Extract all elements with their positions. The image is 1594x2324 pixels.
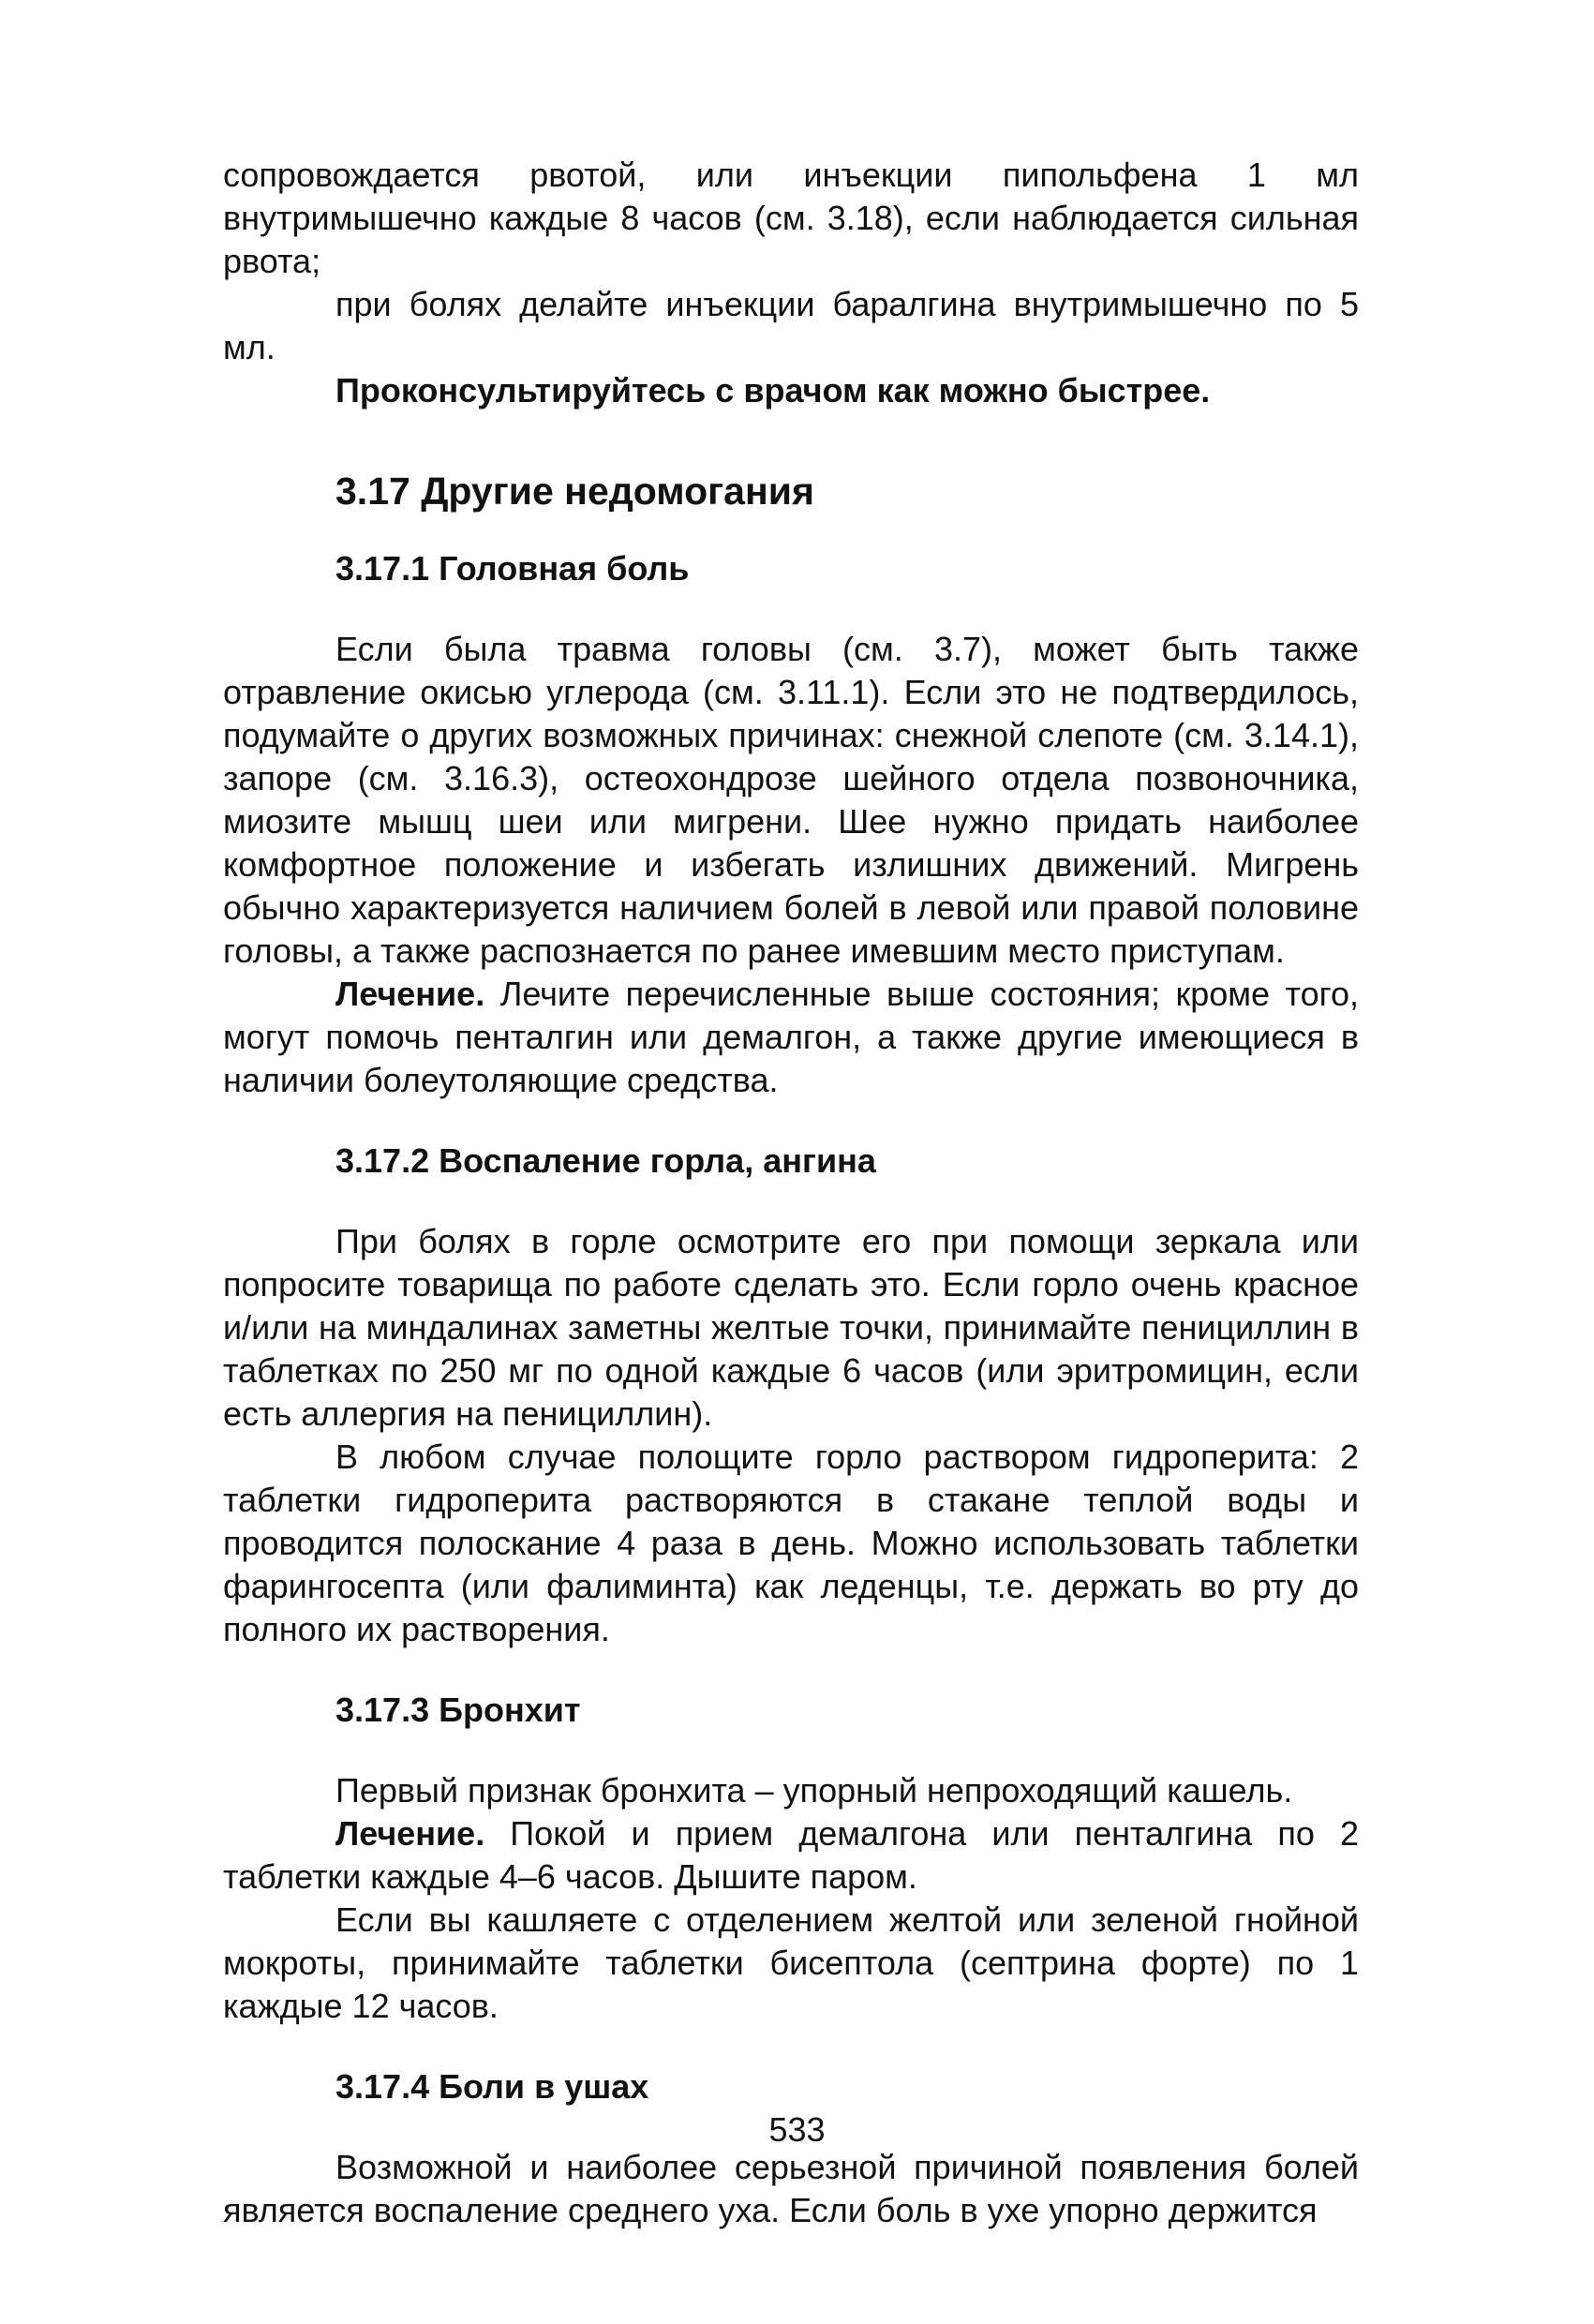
subsection-title-headache: 3.17.1 Головная боль: [335, 549, 690, 588]
subsection-title-ear-pain: 3.17.4 Боли в ушах: [335, 2067, 649, 2106]
bronchitis-treatment-paragraph: [223, 1812, 1359, 1899]
treatment-lead: Лечение.: [335, 975, 485, 1013]
bronchitis-paragraph-1: Первый признак бронхита – упорный непроходящий кашель.: [335, 1771, 1293, 1810]
subsection-title-sore-throat: 3.17.2 Воспаление горла, ангина: [335, 1141, 876, 1180]
page-body: [223, 154, 1359, 2232]
intro-paragraph-1: сопровождается рвотой, или инъекции пипольфена 1 мл внутримышечно каждые 8 часов (см. 3.18), если наблюдается сильная рвота;: [223, 156, 1359, 280]
section-title: 3.17 Другие недомогания: [335, 469, 814, 513]
treatment-text: Покой и прием демалгона или пенталгина по 2 таблетки каждые 4–6 часов. Дышите паром.: [223, 1814, 1359, 1896]
treatment-text: Лечите перечисленные выше состояния; кроме того, могут помочь пенталгин или демалгон, а также другие имеющиеся в наличии болеутоляющие средства.: [223, 975, 1359, 1099]
subsection-title-bronchitis: 3.17.3 Бронхит: [335, 1691, 581, 1729]
headache-paragraph-1: Если была травма головы (см. 3.7), может быть также отравление окисью углерода (см. 3.11.1). Если это не подтвердилось, подумайте о других возможных причинах: снежной слепоте (см. 3.14.1), запоре (см. 3.16.3), остеохондрозе шейного отдела позвоночника, миозите мышц шеи или мигрени. Шее нужно придать наиболее комфортное положение и избегать излишних движений. Мигрень обычно характеризуется наличием болей в левой или правой половине головы, а также распознается по ранее имевшим место приступам.: [223, 630, 1359, 970]
treatment-lead: Лечение.: [335, 1814, 485, 1853]
ear-pain-paragraph-1: Возможной и наиболее серьезной причиной появления болей является воспаление среднего уха. Если боль в ухе упорно держится: [223, 2148, 1359, 2229]
headache-treatment-paragraph: [223, 973, 1359, 1102]
bronchitis-paragraph-3: Если вы кашляете с отделением желтой или зеленой гнойной мокроты, принимайте таблетки бисептола (септрина форте) по 1 каждые 12 часов.: [223, 1900, 1359, 2025]
page-number: 533: [768, 2110, 826, 2149]
sore-throat-paragraph-1: При болях в горле осмотрите его при помощи зеркала или попросите товарища по работе сделать это. Если горло очень красное и/или на миндалинах заметны желтые точки, принимайте пенициллин в таблетках по 250 мг по одной каждые 6 часов (или эритромицин, если есть аллергия на пенициллин).: [223, 1222, 1359, 1433]
intro-paragraph-2: при болях делайте инъекции баралгина внутримышечно по 5 мл.: [223, 285, 1359, 366]
consult-doctor-note: Проконсультируйтесь с врачом как можно быстрее.: [335, 371, 1211, 410]
sore-throat-paragraph-2: В любом случае полощите горло раствором гидроперита: 2 таблетки гидроперита растворяются в стакане теплой воды и проводится полоскание 4 раза в день. Можно использовать таблетки фарингосепта (или фалиминта) как леденцы, т.е. держать во рту до полного их растворения.: [223, 1438, 1359, 1648]
